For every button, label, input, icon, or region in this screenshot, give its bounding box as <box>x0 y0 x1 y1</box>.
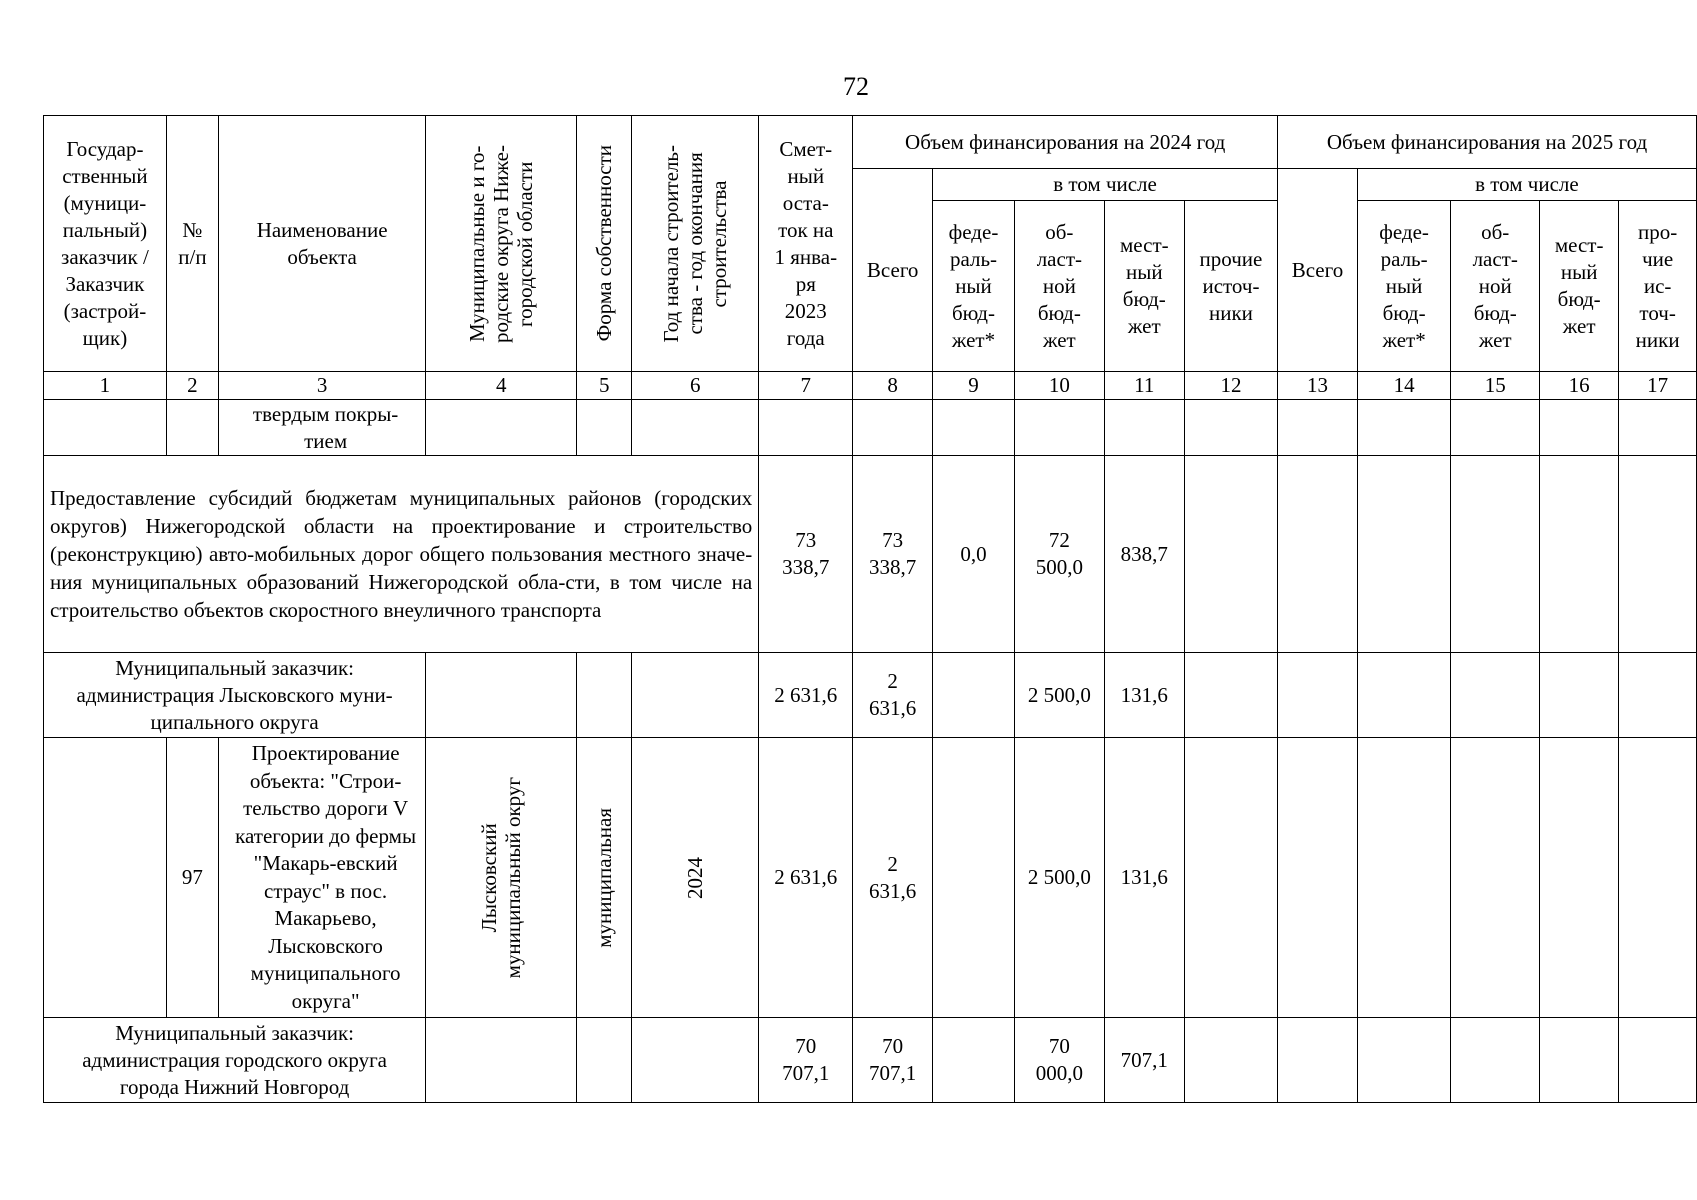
column-number: 13 <box>1278 372 1358 400</box>
empty-cell <box>1278 653 1358 738</box>
header-years-text: Год начала строитель- ства - год окончания строительства <box>659 144 732 343</box>
empty-cell <box>1451 400 1540 456</box>
empty-cell <box>632 653 759 738</box>
header-local-2024: мест- ный бюд- жет <box>1104 201 1184 372</box>
empty-cell <box>1540 456 1619 653</box>
empty-cell <box>1184 400 1277 456</box>
nn-estimate: 70 707,1 <box>759 1018 853 1103</box>
column-number: 2 <box>166 372 218 400</box>
nn-customer-name: Муниципальный заказчик: администрация городского округа города Нижний Новгород <box>44 1018 426 1103</box>
financing-table <box>43 115 1697 1103</box>
empty-cell <box>166 400 218 456</box>
lyskovo-regional-2024: 2 500,0 <box>1014 653 1104 738</box>
lyskovo-total-2024: 2 631,6 <box>853 653 933 738</box>
empty-cell <box>1184 653 1277 738</box>
empty-cell <box>1278 456 1358 653</box>
empty-cell <box>1014 400 1104 456</box>
subsidy-estimate: 73 338,7 <box>759 456 853 653</box>
empty-cell <box>1184 1018 1277 1103</box>
continuation-object-name: твердым покры- тием <box>218 400 425 456</box>
header-estimate-balance: Смет- ный оста- ток на 1 янва- ря 2023 года <box>759 116 853 372</box>
header-total-2025: Всего <box>1278 169 1358 372</box>
header-other-2025: про- чие ис- точ- ники <box>1619 201 1697 372</box>
header-years <box>632 116 759 372</box>
empty-cell <box>577 1018 632 1103</box>
empty-cell <box>1540 400 1619 456</box>
header-other-2024: прочие источ- ники <box>1184 201 1277 372</box>
empty-cell <box>44 400 167 456</box>
header-including-2025: в том числе <box>1357 169 1696 201</box>
object-97-local-2024: 131,6 <box>1104 738 1184 1018</box>
empty-cell <box>933 400 1015 456</box>
nn-customer-row <box>44 1018 1697 1103</box>
object-97-total-2024: 2 631,6 <box>853 738 933 1018</box>
object-97-num: 97 <box>166 738 218 1018</box>
object-97-district-text: Лысковский муниципальный округ <box>477 776 526 979</box>
header-ownership-text: Форма собственности <box>592 145 617 342</box>
empty-cell <box>1357 400 1451 456</box>
empty-cell <box>933 738 1015 1018</box>
header-financing-2025: Объем финансирования на 2025 год <box>1278 116 1697 169</box>
empty-cell <box>1278 738 1358 1018</box>
subsidy-description: Предоставление субсидий бюджетам муниципальных районов (городских округов) Нижегородской области на проектирование и строительство (реконструкцию) авто-мобильных дорог общего пользования местного значе-ния муниципальных образований Нижегородской обла-сти, в том числе на строительство объектов скоростного внеуличного транспорта <box>44 456 759 653</box>
column-number: 12 <box>1184 372 1277 400</box>
header-federal-2025: феде- раль- ный бюд- жет* <box>1357 201 1451 372</box>
empty-cell <box>1619 738 1697 1018</box>
lyskovo-customer-name: Муниципальный заказчик: администрация Лысковского муни- ципального округа <box>44 653 426 738</box>
empty-cell <box>1357 738 1451 1018</box>
empty-cell <box>1451 738 1540 1018</box>
nn-regional-2024: 70 000,0 <box>1014 1018 1104 1103</box>
column-number: 10 <box>1014 372 1104 400</box>
subsidy-federal-2024: 0,0 <box>933 456 1015 653</box>
column-number: 6 <box>632 372 759 400</box>
empty-cell <box>1357 653 1451 738</box>
column-number: 9 <box>933 372 1015 400</box>
header-including-2024: в том числе <box>933 169 1278 201</box>
nn-total-2024: 70 707,1 <box>853 1018 933 1103</box>
header-districts <box>426 116 577 372</box>
object-97-ownership <box>577 738 632 1018</box>
header-row <box>44 116 1697 169</box>
object-97-regional-2024: 2 500,0 <box>1014 738 1104 1018</box>
empty-cell <box>1451 653 1540 738</box>
empty-cell <box>759 400 853 456</box>
column-number: 5 <box>577 372 632 400</box>
header-total-2024: Всего <box>853 169 933 372</box>
empty-cell <box>933 1018 1015 1103</box>
empty-cell <box>426 653 577 738</box>
column-number: 16 <box>1540 372 1619 400</box>
object-97-district <box>426 738 577 1018</box>
empty-cell <box>1278 400 1358 456</box>
empty-cell <box>632 400 759 456</box>
empty-cell <box>1540 738 1619 1018</box>
empty-cell <box>426 1018 577 1103</box>
empty-cell <box>577 400 632 456</box>
header-local-2025: мест- ный бюд- жет <box>1540 201 1619 372</box>
empty-cell <box>933 653 1015 738</box>
empty-cell <box>1619 456 1697 653</box>
empty-cell <box>853 400 933 456</box>
empty-cell <box>1357 456 1451 653</box>
page-number: 72 <box>843 72 869 101</box>
empty-cell <box>1104 400 1184 456</box>
empty-cell <box>1357 1018 1451 1103</box>
object-97-row <box>44 738 1697 1018</box>
lyskovo-estimate: 2 631,6 <box>759 653 853 738</box>
header-num: № п/п <box>166 116 218 372</box>
column-number: 7 <box>759 372 853 400</box>
subsidy-row <box>44 456 1697 653</box>
lyskovo-customer-row <box>44 653 1697 738</box>
header-regional-2025: об- ласт- ной бюд- жет <box>1451 201 1540 372</box>
empty-cell <box>1184 456 1277 653</box>
column-number: 3 <box>218 372 425 400</box>
empty-cell <box>1451 1018 1540 1103</box>
object-97-year <box>632 738 759 1018</box>
column-number: 4 <box>426 372 577 400</box>
continuation-row <box>44 400 1697 456</box>
column-number: 1 <box>44 372 167 400</box>
subsidy-total-2024: 73 338,7 <box>853 456 933 653</box>
empty-cell <box>632 1018 759 1103</box>
empty-cell <box>1619 1018 1697 1103</box>
empty-cell <box>1619 400 1697 456</box>
column-number: 17 <box>1619 372 1697 400</box>
empty-cell <box>1619 653 1697 738</box>
subsidy-local-2024: 838,7 <box>1104 456 1184 653</box>
object-97-year-text: 2024 <box>683 856 708 899</box>
column-number-row <box>44 372 1697 400</box>
lyskovo-local-2024: 131,6 <box>1104 653 1184 738</box>
empty-cell <box>1540 1018 1619 1103</box>
column-number: 8 <box>853 372 933 400</box>
column-number: 11 <box>1104 372 1184 400</box>
header-financing-2024: Объем финансирования на 2024 год <box>853 116 1278 169</box>
empty-cell <box>1278 1018 1358 1103</box>
object-97-estimate: 2 631,6 <box>759 738 853 1018</box>
empty-cell <box>1184 738 1277 1018</box>
column-number: 15 <box>1451 372 1540 400</box>
header-federal-2024: феде- раль- ный бюд- жет* <box>933 201 1015 372</box>
subsidy-regional-2024: 72 500,0 <box>1014 456 1104 653</box>
object-97-ownership-text: муниципальная <box>592 807 617 948</box>
empty-cell <box>44 738 167 1018</box>
empty-cell <box>577 653 632 738</box>
header-regional-2024: об- ласт- ной бюд- жет <box>1014 201 1104 372</box>
header-object-name: Наименование объекта <box>218 116 425 372</box>
header-ownership <box>577 116 632 372</box>
header-customer: Государ- ственный (муници- пальный) заказчик / Заказчик (застрой- щик) <box>44 116 167 372</box>
header-districts-text: Муниципальные и го- родские округа Ниже- городской области <box>465 144 538 343</box>
column-number: 14 <box>1357 372 1451 400</box>
empty-cell <box>426 400 577 456</box>
empty-cell <box>1451 456 1540 653</box>
object-97-name: Проектирование объекта: "Строи-тельство дороги V категории до фермы "Макарь-евский страус" в пос. Макарьево, Лысковского муниципального округа" <box>218 738 425 1018</box>
empty-cell <box>1540 653 1619 738</box>
nn-local-2024: 707,1 <box>1104 1018 1184 1103</box>
